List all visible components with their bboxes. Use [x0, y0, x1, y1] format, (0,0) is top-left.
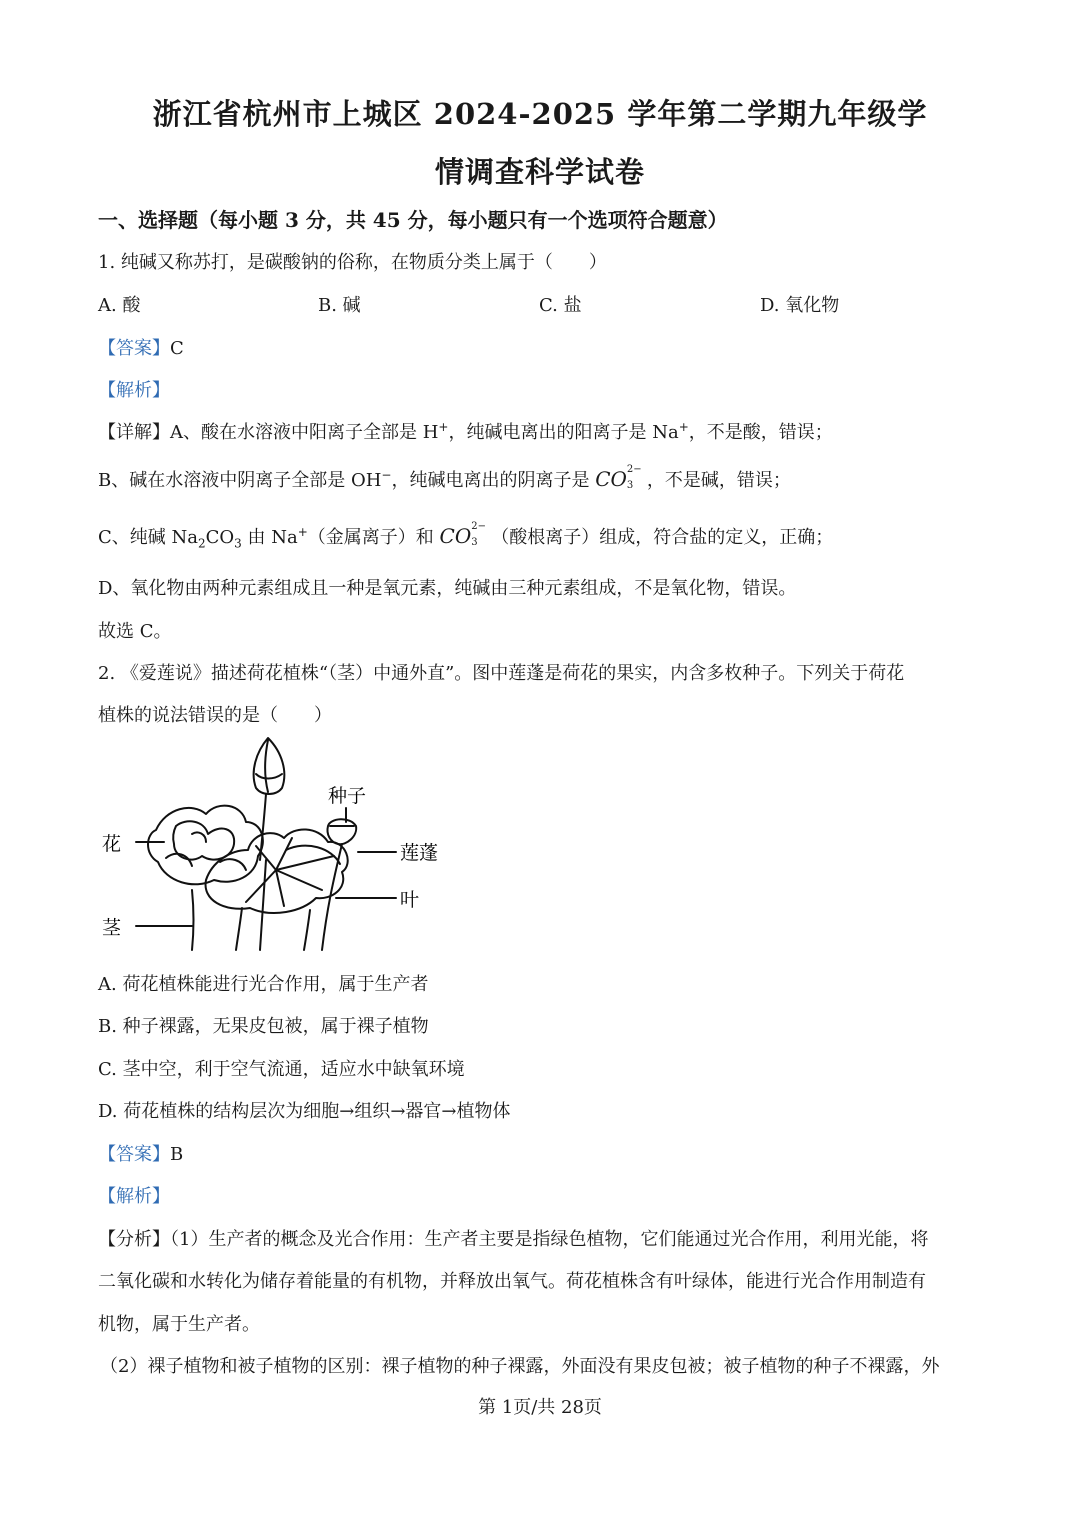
q2-analysis-4: （2）裸子植物和被子植物的区别：裸子植物的种子裸露，外面没有果皮包被；被子植物的种子不裸露，外	[100, 1356, 940, 1377]
q1-answer	[98, 334, 184, 360]
label-stem: 茎	[102, 917, 122, 939]
document-title-line1: 浙江省杭州市上城区 2024-2025 学年第二学期九年级学	[152, 97, 928, 131]
q1-option-a: A. 酸	[98, 295, 141, 316]
q2-stem-1: 2. 《爱莲说》描述荷花植株“（茎）中通外直”。图中莲蓬是荷花的果实，内含多枚种子。下列关于荷花	[98, 663, 905, 684]
label-seed: 种子	[328, 785, 367, 807]
answer-tag: 【答案】	[98, 1144, 170, 1165]
q2-option-c: C. 茎中空，利于空气流通，适应水中缺氧环境	[98, 1059, 465, 1080]
q2-analysis-3: 机物，属于生产者。	[98, 1314, 260, 1335]
document-title-line2: 情调查科学试卷	[434, 155, 645, 189]
q1-detail-a: 【详解】A、酸在水溶液中阳离子全部是 H+，纯碱电离出的阳离子是 Na+，不是酸，错误；	[98, 420, 833, 443]
q1-analysis-tag: 【解析】	[98, 380, 170, 401]
lotus-stem	[192, 890, 194, 950]
carbonate-formula: CO 2− 3	[439, 520, 486, 548]
q1-option-c: C. 盐	[539, 295, 582, 316]
lotus-flower	[148, 806, 263, 885]
q1-detail-b: B、碱在水溶液中阴离子全部是 OH−，纯碱电离出的阴离子是 CO 2− 3 ，不是碱，错误；	[98, 463, 791, 491]
answer-tag: 【答案】	[98, 338, 170, 359]
label-flower: 花	[102, 833, 122, 855]
q1-option-b: B. 碱	[318, 295, 361, 316]
q2-analysis-1: 【分析】（1）生产者的概念及光合作用：生产者主要是指绿色植物，它们能通过光合作用，利用光能，将	[98, 1229, 929, 1250]
lotus-pod	[327, 819, 356, 844]
q2-option-b: B. 种子裸露，无果皮包被，属于裸子植物	[98, 1016, 429, 1037]
label-pod: 莲蓬	[400, 842, 439, 864]
lotus-bud	[254, 738, 285, 794]
q2-analysis-2: 二氧化碳和水转化为储存着能量的有机物，并释放出氧气。荷花植株含有叶绿体，能进行光合作用制造有	[98, 1271, 926, 1292]
detail-tag: 【详解】	[98, 422, 170, 443]
q1-conclusion: 故选 C。	[98, 621, 172, 642]
q2-stem-2: 植株的说法错误的是（ ）	[98, 705, 332, 726]
q1-detail-d: D、氧化物由两种元素组成且一种是氧元素，纯碱由三种元素组成，不是氧化物，错误。	[98, 578, 797, 599]
section-heading: 一、选择题（每小题 3 分，共 45 分，每小题只有一个选项符合题意）	[98, 208, 728, 232]
analysis-label: 【分析】	[98, 1229, 170, 1250]
q2-answer	[98, 1140, 183, 1166]
q2-option-d: D. 荷花植株的结构层次为细胞→组织→器官→植物体	[98, 1101, 511, 1122]
lotus-plant-figure	[96, 730, 456, 952]
q2-option-a: A. 荷花植株能进行光合作用，属于生产者	[98, 974, 429, 995]
label-leaf: 叶	[400, 889, 420, 911]
carbonate-formula: CO 2− 3	[595, 463, 642, 491]
q1-option-d: D. 氧化物	[760, 295, 840, 316]
page-footer: 第 1页/共 28页	[478, 1397, 602, 1418]
answer-value: C	[170, 338, 184, 359]
answer-value: B	[170, 1144, 184, 1165]
q1-detail-c: C、纯碱 $Na_2CO_3$ 由 Na+（金属离子）和 CO 2− 3 （酸根离子）组成，符合盐的定义，正确；	[98, 520, 834, 551]
q2-analysis-tag: 【解析】	[98, 1186, 170, 1207]
q1-stem: 1. 纯碱又称苏打，是碳酸钠的俗称，在物质分类上属于（ ）	[98, 252, 607, 273]
